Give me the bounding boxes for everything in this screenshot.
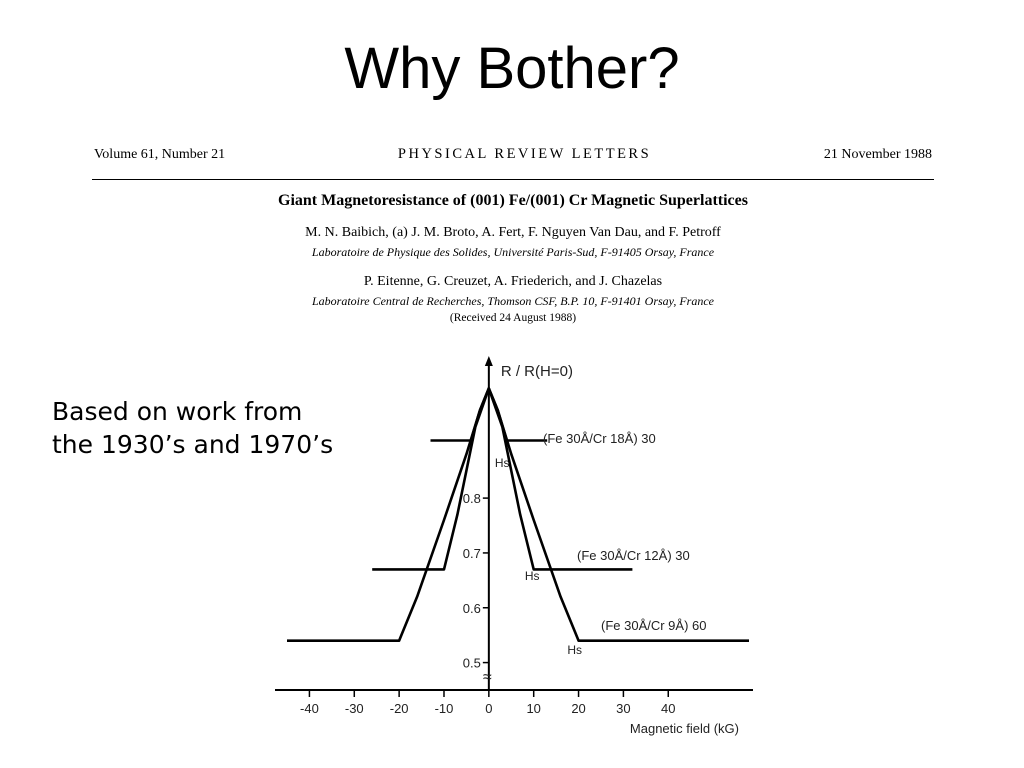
y-tick-label: 0.7 <box>462 545 481 561</box>
x-tick-label: -20 <box>389 701 409 716</box>
y-tick-label: 0.6 <box>462 600 481 616</box>
slide-title: Why Bother? <box>344 36 680 101</box>
x-tick-label: 40 <box>661 701 676 716</box>
magnetoresistance-chart <box>265 350 765 740</box>
affiliation-2: Laboratoire Central de Recherches, Thomson CSF, B.P. 10, F-91401 Orsay, France <box>312 294 714 308</box>
axis-break-icon: ≈ <box>482 668 492 686</box>
x-tick-label: 30 <box>616 701 631 716</box>
y-tick-label: 0.8 <box>462 491 481 507</box>
side-note-line-1: Based on work from <box>52 397 303 426</box>
affiliation-1: Laboratoire de Physique des Solides, Université Paris-Sud, F-91405 Orsay, France <box>311 245 715 259</box>
x-axis-label: Magnetic field (kG) <box>629 721 739 736</box>
hs-label-3: Hs <box>567 643 583 657</box>
publication-date: 21 November 1988 <box>823 147 932 162</box>
x-tick-label: -10 <box>434 701 454 716</box>
y-axis-arrow-icon <box>485 356 493 366</box>
volume-number: Volume 61, Number 21 <box>94 147 226 162</box>
series-line-3 <box>287 388 749 640</box>
x-tick-label: -30 <box>344 701 364 716</box>
y-tick-label: 0.5 <box>462 655 481 671</box>
hs-label-2: Hs <box>524 569 540 583</box>
series-label-1: (Fe 30Å/Cr 18Å) 30 <box>543 431 656 446</box>
paper-title: Giant Magnetoresistance of (001) Fe/(001) Cr Magnetic Superlattices <box>278 192 748 209</box>
side-note-line-2: the 1930’s and 1970’s <box>52 429 334 459</box>
y-axis-label: R / R(H=0) <box>500 363 573 380</box>
header-rule <box>92 179 934 180</box>
x-tick-label: 0 <box>485 701 493 716</box>
x-tick-label: 10 <box>526 701 541 716</box>
series-label-2: (Fe 30Å/Cr 12Å) 30 <box>577 548 690 563</box>
series-label-3: (Fe 30Å/Cr 9Å) 60 <box>601 618 707 633</box>
series-line-2 <box>372 388 632 569</box>
received-date: (Received 24 August 1988) <box>449 312 577 324</box>
author-list-1: M. N. Baibich, (a) J. M. Broto, A. Fert, F. Nguyen Van Dau, and F. Petroff <box>305 225 721 240</box>
paper-header-excerpt <box>92 146 934 324</box>
journal-name: PHYSICAL REVIEW LETTERS <box>397 146 652 162</box>
journal-header <box>92 146 934 163</box>
x-tick-label: -40 <box>300 701 319 716</box>
author-list-2: P. Eitenne, G. Creuzet, A. Friederich, and J. Chazelas <box>363 274 663 289</box>
hs-label-1: Hs <box>494 456 510 470</box>
x-tick-label: 20 <box>571 701 586 716</box>
